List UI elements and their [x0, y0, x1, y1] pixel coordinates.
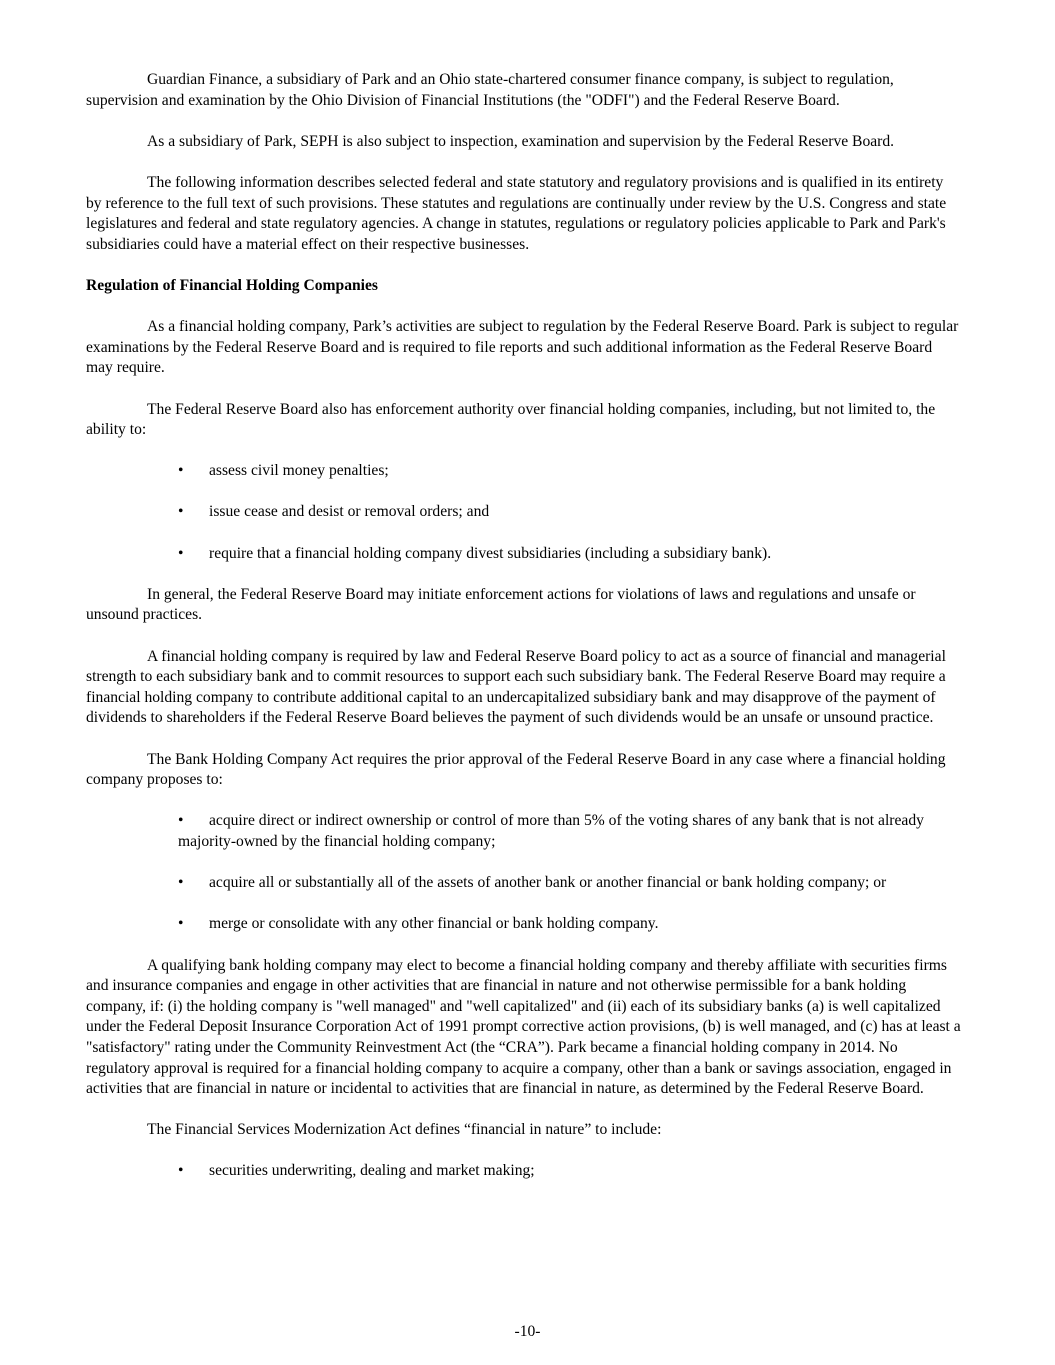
list-item-text: acquire direct or indirect ownership or control of more than 5% of the voting shares of any bank that is not already majority-owned by the financial holding company;	[178, 812, 924, 850]
paragraph-qualifying-bhc: A qualifying bank holding company may elect to become a financial holding company and thereby affiliate with securities firms and insurance companies and engage in other activities that are financial in nature and not otherwise permissible for a bank holding company, if: (i) the holding company is "well managed" and "well capitalized" and (ii) each of its subsidiary banks (a) is well capitalized under the Federal Deposit Insurance Corporation Act of 1991 prompt corrective action provisions, (b) is well managed, and (c) has at least a "satisfactory" rating under the Community Reinvestment Act (the “CRA”). Park became a financial holding company in 2014. No regulatory approval is required for a financial holding company to acquire a company, other than a bank or savings association, engaged in activities that are financial in nature or incidental to activities that are financial in nature, as determined by the Federal Reserve Board.	[86, 956, 961, 1098]
document-body	[86, 70, 962, 1203]
paragraph-guardian-finance: Guardian Finance, a subsidiary of Park and an Ohio state-chartered consumer finance company, is subject to regulation, supervision and examination by the Ohio Division of Financial Institutions (the "ODFI") and the Federal Reserve Board.	[86, 71, 894, 109]
list-item-text: assess civil money penalties;	[209, 462, 389, 480]
paragraph-enforcement-authority: The Federal Reserve Board also has enforcement authority over financial holding companies, including, but not limited to, the ability to:	[86, 400, 936, 439]
page-number: -10-	[514, 1323, 541, 1340]
list-item-text: issue cease and desist or removal orders; and	[209, 503, 490, 521]
paragraph-general-enforcement: In general, the Federal Reserve Board may initiate enforcement actions for violations of laws and regulations and unsafe or unsound practices.	[86, 585, 916, 624]
section-heading-regulation: Regulation of Financial Holding Companies	[86, 276, 378, 294]
bullet-icon: •	[178, 812, 184, 830]
list-item	[178, 811, 962, 852]
list-item	[178, 502, 962, 523]
bullet-icon: •	[178, 915, 184, 933]
list-item	[178, 544, 962, 565]
paragraph-seph: As a subsidiary of Park, SEPH is also subject to inspection, examination and supervision by the Federal Reserve Board.	[147, 132, 895, 150]
list-item	[178, 461, 962, 482]
bullet-icon: •	[178, 544, 184, 562]
list-item-text: securities underwriting, dealing and market making;	[209, 1162, 535, 1180]
list-item-text: acquire all or substantially all of the assets of another bank or another financial or bank holding company; or	[209, 874, 887, 892]
list-item	[178, 914, 962, 935]
bullet-icon: •	[178, 503, 184, 521]
paragraph-source-of-strength: A financial holding company is required by law and Federal Reserve Board policy to act as a source of financial and managerial strength to each subsidiary bank and to commit resources to support each such subsidiary bank. The Federal Reserve Board may require a financial holding company to contribute additional capital to an undercapitalized subsidiary bank and may disapprove of the payment of dividends to shareholders if the Federal Reserve Board believes the payment of such dividends would be an unsafe or unsound practice.	[86, 647, 946, 727]
bullet-icon: •	[178, 1162, 184, 1180]
paragraph-bhc-act: The Bank Holding Company Act requires the prior approval of the Federal Reserve Board in any case where a financial holding company proposes to:	[86, 750, 946, 789]
list-item	[178, 1161, 962, 1182]
list-item-text: merge or consolidate with any other financial or bank holding company.	[209, 915, 659, 933]
list-item	[178, 873, 962, 894]
bullet-icon: •	[178, 462, 184, 480]
paragraph-modernization-act: The Financial Services Modernization Act defines “financial in nature” to include:	[147, 1121, 662, 1139]
paragraph-fhc-activities: As a financial holding company, Park’s activities are subject to regulation by the Federal Reserve Board. Park is subject to regular examinations by the Federal Reserve Board and is required to file reports and such additional information as the Federal Reserve Board may require.	[86, 318, 959, 377]
paragraph-following-information: The following information describes selected federal and state statutory and regulatory provisions and is qualified in its entirety by reference to the full text of such provisions. These statutes and regulations are continually under review by the U.S. Congress and state legislatures and federal and state regulatory agencies. A change in statutes, regulations or regulatory policies applicable to Park and Park's subsidiaries could have a material effect on their respective businesses.	[86, 173, 947, 253]
bullet-icon: •	[178, 874, 184, 892]
list-item-text: require that a financial holding company divest subsidiaries (including a subsidiary bank).	[209, 544, 772, 562]
